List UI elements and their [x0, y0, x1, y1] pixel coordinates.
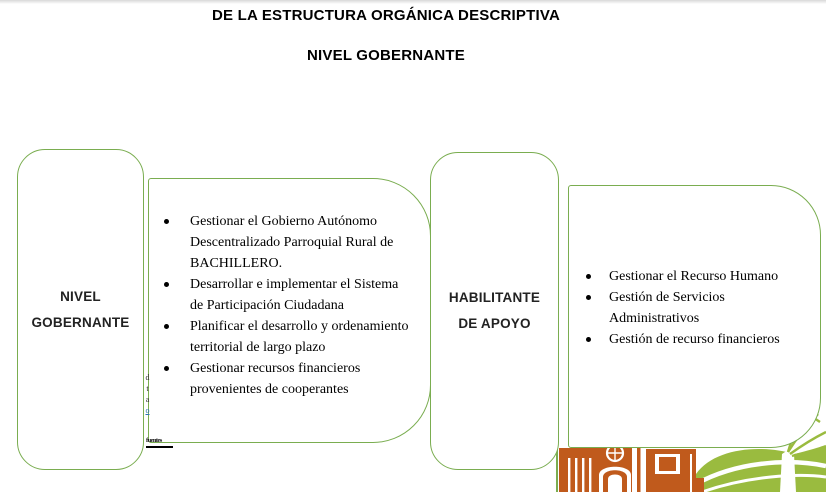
support-functions-box [568, 185, 821, 448]
governing-level-label: NIVEL GOBERNANTE [31, 288, 130, 330]
bullet-icon [164, 366, 169, 371]
list-item [586, 266, 810, 287]
list-item [164, 274, 416, 316]
clipped-char: a [145, 395, 150, 404]
list-item-text: Gestionar recursos financieros provenientes de cooperantes [190, 361, 361, 397]
bullet-icon [164, 324, 169, 329]
church-building [559, 444, 704, 492]
bullet-icon [586, 337, 591, 342]
list-item-text: Planificar el desarrollo y ordenamiento territorial de largo plazo [190, 319, 409, 355]
governing-functions-list [149, 179, 430, 400]
bullet-icon [164, 282, 169, 287]
governing-functions-box [145, 178, 431, 443]
list-item-text: Desarrollar e implementar el Sistema de Participación Ciudadana [190, 277, 399, 313]
list-item [164, 211, 416, 274]
support-level-label: HABILITANTE DE APOYO [448, 290, 541, 331]
clipped-char: d [145, 373, 150, 382]
support-functions-list [569, 186, 820, 350]
clipped-char: t [146, 384, 149, 393]
list-item-text: Gestión de recurso financieros [609, 332, 780, 347]
list-item [586, 329, 810, 350]
bullet-icon [586, 295, 591, 300]
list-item [586, 287, 810, 329]
page-top-shadow [0, 0, 826, 4]
clipped-caption-fragment: fuentes [146, 437, 173, 448]
list-item-text: Gestionar el Recurso Humano [609, 269, 779, 284]
governing-level-shape [17, 149, 144, 470]
clipped-text-column [144, 372, 151, 416]
support-level-shape [430, 152, 559, 470]
bullet-icon [586, 274, 591, 279]
page-subtitle: NIVEL GOBERNANTE [307, 47, 465, 64]
page-title: DE LA ESTRUCTURA ORGÁNICA DESCRIPTIVA [212, 7, 560, 24]
bullet-icon [164, 219, 169, 224]
clipped-link-char: o [145, 406, 150, 415]
list-item [164, 316, 416, 358]
list-item [164, 358, 416, 400]
list-item-text: Gestión de Servicios Administrativos [609, 290, 725, 326]
list-item-text: Gestionar el Gobierno Autónomo Descentralizado Parroquial Rural de BACHILLERO. [190, 214, 394, 271]
